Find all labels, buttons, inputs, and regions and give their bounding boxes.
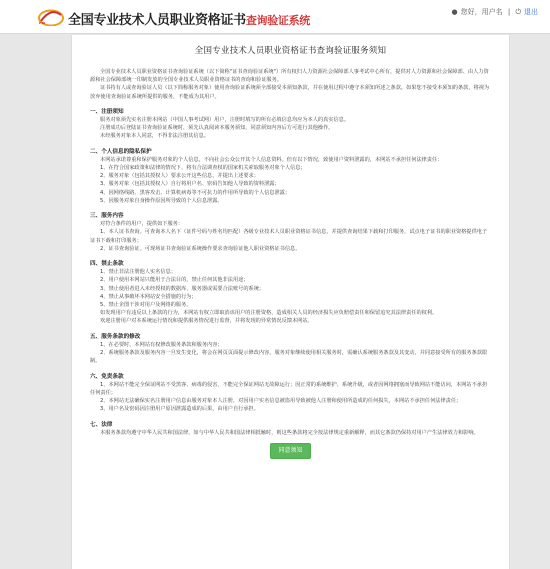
section-line: 1、在必要时，本网站有权修改服务条款和服务内容； (100, 341, 223, 348)
logout-link[interactable]: 退出 (524, 8, 538, 16)
section-line: 1、在符合国家政策和法律的情况下，将有合法调查权的国家机关索取服务对象个人信息； (100, 165, 306, 172)
section-line: 5、因服务对象自身操作原因所导致的个人信息泄露。 (100, 197, 223, 204)
notice-title: 全国专业技术人员职业资格证书查询验证服务须知 (194, 46, 387, 56)
section-line: 4、因网络线路、黑客攻击、计算机病毒等不可抗力的作用所导致的个人信息泄露； (100, 189, 291, 196)
top-header (0, 0, 550, 34)
notice-content (72, 56, 509, 459)
system-title (68, 9, 310, 28)
intro-paragraph: 证书持有人或查询验证人员（以下简称服务对象）使用查询验证系统须全部接受本须知条款，并在使用过程中遵守本须知所述之条款。如果您不接受本须知的条款，将视为放弃使用查询验证系统所提供的服务，不能成为其用户。 (90, 85, 490, 100)
section-line: 2、服务对象（包括其授权人）要求公开这些信息，并提出上述要求； (100, 173, 259, 180)
section-line: 2、用户使用本网站只能用于合法目的，禁止任何其他非法用途； (100, 277, 249, 284)
user-icon: ● (451, 8, 458, 16)
logo-text: PTA (39, 21, 46, 25)
section-line: 2、本网站无法确保实名注册用户信息由服务对象本人注册，对因用户实名信息被盗用导致被他人注册和使用所造成的任何损失，本网站不承担任何法律责任； (100, 398, 462, 405)
section-heading: 五、服务条款的修改 (90, 333, 141, 340)
section-line: 本网站承诺尊重和保护服务对象的个人信息，不向社会公众公开其个人信息资料。但有以下情况，致使用户资料泄露的，本网站不承担任何法律责任： (100, 156, 443, 163)
logout-icon: ⏻ (515, 8, 521, 16)
agree-button[interactable]: 同意须知 (270, 443, 310, 459)
section-line: 未经服务对象本人同意，不得非法注册其信息。 (100, 133, 209, 140)
section-heading: 七、法律 (90, 421, 113, 428)
section-line: 注册成功后登陆证书查询验证系统时，须先认真阅读本服务须知，同意须知内容后方可进行其他操作。 (100, 125, 334, 132)
section-line: 1、本人证书查询。可查询本人名下（证件号码与姓名均匹配）各级专业技术人员职业资格证书信息，并提供查询结果下载和打印服务，试点电子证书的职业资格提供电子证书下载和打印服务； (90, 229, 488, 244)
section-heading: 三、服务内容 (90, 213, 124, 220)
section-line: 3、禁止使用者进入未经授权的数据库、服务器或需要合法账号的系统； (100, 285, 265, 292)
separator: | (507, 8, 511, 16)
section-line: 本服务条款均遵守中华人民共和国法律，如与中华人民共和国法律相抵触时，则这些条款将完全按法律规定重新解释，而其它条款仍保持对用户产生法律效力和影响。 (100, 429, 479, 436)
section-line: 欢迎注册用户对本系统运行情况和提供服务情况进行监督，并将发现的异常情况反馈本网站。 (100, 318, 313, 325)
section-heading: 一、注册须知 (90, 108, 124, 115)
section-line: 2、系统服务条款及服务内容一旦发生变化，将会在网页页面提示修改内容。服务对象继续使用相关服务时，需确认系统服务条款及其变动，并同意接受所有的服务条款限制。 (90, 350, 488, 365)
section-heading: 四、禁止条款 (90, 261, 124, 268)
user-greeting[interactable]: 您好，用户名 (460, 8, 503, 16)
title-main-text: 全国专业技术人员职业资格证书 (68, 13, 246, 28)
section-line: 5、禁止企图干涉对用户及网络的服务。 (100, 302, 192, 309)
user-area (449, 7, 538, 17)
section-heading: 六、免责条款 (90, 373, 124, 380)
title-sub-text: 查询验证系统 (245, 14, 311, 27)
section-line: 服务对象须先实名注册本网站（中国人事考试网）用户，注册时填写的所有必填信息均应为本人的真实信息。 (100, 117, 350, 124)
notice-panel (71, 35, 510, 569)
section-line: 1、本网站不能完全保证网站不受黑客、病毒的侵害，不能完全保证网站无故障运行；因正常的系统维护、系统升级，或者因网络拥塞而导致网站不能访问，本网站不承担任何责任； (90, 381, 488, 396)
section-line: 3、服务对象（包括其授权人）自行将用户名、密码告知他人导致的资料泄露； (100, 181, 280, 188)
section-line: 2、证书查询验证。可现场证书查询验证系统操作要求查询验证他人职业资格证书信息。 (100, 245, 301, 252)
agree-area (90, 443, 491, 459)
section-line: 4、禁止从事破坏本网站安全措施的行为； (100, 293, 197, 300)
section-line: 3、用户名及密码因注册用户原因泄露造成的后果，由用户自行承担。 (100, 406, 259, 413)
intro-paragraph: 全国专业技术人员职业资格证书查询验证系统（以下简称"证书查询验证系统"）所有权归人力资源社会保障部人事考试中心所有，提供对人力资源和社会保障部、由人力资源和社会保障部统一印制发放的全国专业技术人员职业资格证书的查询和验证服务。 (90, 69, 489, 84)
section-line: 1、禁止非法注册他人实名信息； (100, 269, 176, 276)
section-heading: 二、个人信息的隐私保护 (90, 148, 152, 155)
section-line: 如发现用户有违反以上条款的行为，本网站有权立即取消该用户的注册资格，造成相关人员的经济损失应负赔偿责任和保留追究其法律责任的权利。 (100, 310, 438, 317)
section-line: 对符合条件的用户，提供如下服务： (100, 221, 184, 228)
